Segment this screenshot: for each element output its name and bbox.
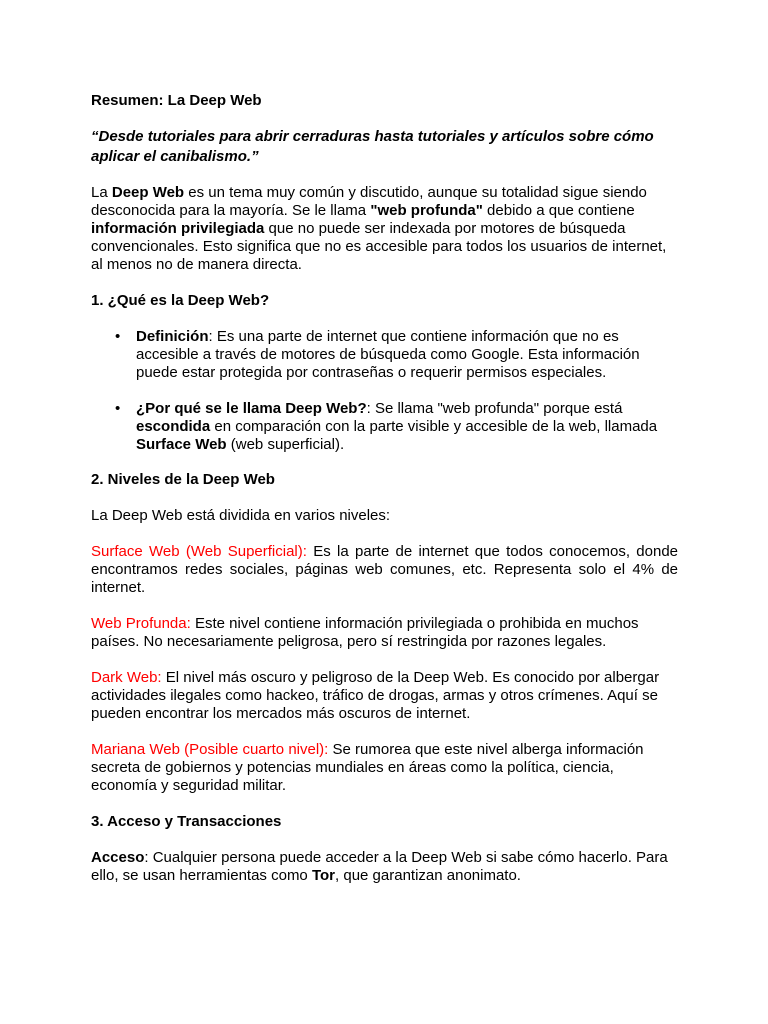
section-1-bullet-list xyxy=(91,328,678,454)
definition-text: : Es una parte de internet que contiene información que no es accesible a través de motores de búsqueda como Google. Esta información puede estar protegida por contraseñas o requerir permisos especiales. xyxy=(136,328,640,381)
definition-label: Definición xyxy=(136,328,209,345)
section-3-heading: 3. Acceso y Transacciones xyxy=(91,813,282,830)
why-text-1: : Se llama "web profunda" porque está xyxy=(366,400,623,417)
intro-paragraph xyxy=(91,184,678,274)
level-mariana-web xyxy=(91,741,678,795)
level-name: Web Profunda xyxy=(91,615,187,632)
document-body xyxy=(91,92,678,885)
level-description: Es la parte de internet que todos conocemos, donde encontramos redes sociales, páginas web comunes, etc. Representa solo el 4% de internet. xyxy=(91,543,678,596)
document-title: Resumen: La Deep Web xyxy=(91,92,262,109)
intro-text-4: que no puede ser indexada por motores de búsqueda convencionales. Esto significa que no es accesible para todos los usuarios de internet, al menos no de manera directa. xyxy=(91,220,667,273)
levels-intro: La Deep Web está dividida en varios niveles: xyxy=(91,507,391,524)
opening-quote: “Desde tutoriales para abrir cerraduras hasta tutoriales y artículos sobre cómo aplicar el canibalismo.” xyxy=(91,128,654,165)
bullet-definition xyxy=(115,328,678,382)
level-name: Dark Web xyxy=(91,669,158,686)
level-dark-web xyxy=(91,669,678,723)
level-description: Este nivel contiene información privilegiada o prohibida en muchos países. No necesariamente peligrosa, pero sí restringida por razones legales. xyxy=(91,615,639,650)
intro-bold-deep-web: Deep Web xyxy=(111,184,185,201)
access-label: Acceso xyxy=(91,849,145,866)
intro-text-1: La xyxy=(91,184,112,201)
bullet-dot-icon: • xyxy=(115,328,121,345)
level-name: Surface Web (Web Superficial) xyxy=(91,543,303,560)
level-colon: : xyxy=(302,543,307,560)
intro-bold-informacion-privilegiada: información privilegiada xyxy=(91,220,265,237)
bullet-dot-icon: • xyxy=(115,400,121,417)
level-description: Se rumorea que este nivel alberga información secreta de gobiernos y potencias mundiales en áreas como la política, ciencia, economía y seguridad militar. xyxy=(91,741,644,794)
access-text-2: , que garantizan anonimato. xyxy=(335,867,521,884)
level-name: Mariana Web (Posible cuarto nivel) xyxy=(91,741,325,758)
access-text-1: : Cualquier persona puede acceder a la Deep Web si sabe cómo hacerlo. Para ello, se usan herramientas como xyxy=(91,849,668,884)
bullet-why-deep-web xyxy=(115,400,678,454)
level-colon: : xyxy=(324,741,329,758)
level-description: El nivel más oscuro y peligroso de la Deep Web. Es conocido por albergar actividades ilegales como hackeo, tráfico de drogas, armas y otros crímenes. Aquí se pueden encontrar los mercados más oscuros de internet. xyxy=(91,669,660,722)
level-colon: : xyxy=(186,615,191,632)
why-bold-escondida: escondida xyxy=(136,418,211,435)
level-colon: : xyxy=(157,669,162,686)
section-1-heading: 1. ¿Qué es la Deep Web? xyxy=(91,292,270,309)
why-text-2: en comparación con la parte visible y accesible de la web, llamada xyxy=(210,418,658,435)
level-web-profunda xyxy=(91,615,678,651)
section-2-heading: 2. Niveles de la Deep Web xyxy=(91,471,275,488)
why-bold-surface-web: Surface Web xyxy=(136,436,227,453)
level-surface-web xyxy=(91,543,678,597)
intro-bold-web-profunda: "web profunda" xyxy=(370,202,483,219)
why-label: ¿Por qué se le llama Deep Web? xyxy=(136,400,367,417)
why-text-3: (web superficial). xyxy=(226,436,345,453)
intro-text-3: debido a que contiene xyxy=(482,202,635,219)
access-paragraph xyxy=(91,849,678,885)
access-bold-tor: Tor xyxy=(311,867,336,884)
intro-text-2: es un tema muy común y discutido, aunque su totalidad sigue siendo desconocida para la mayoría. Se le llama xyxy=(91,184,647,219)
